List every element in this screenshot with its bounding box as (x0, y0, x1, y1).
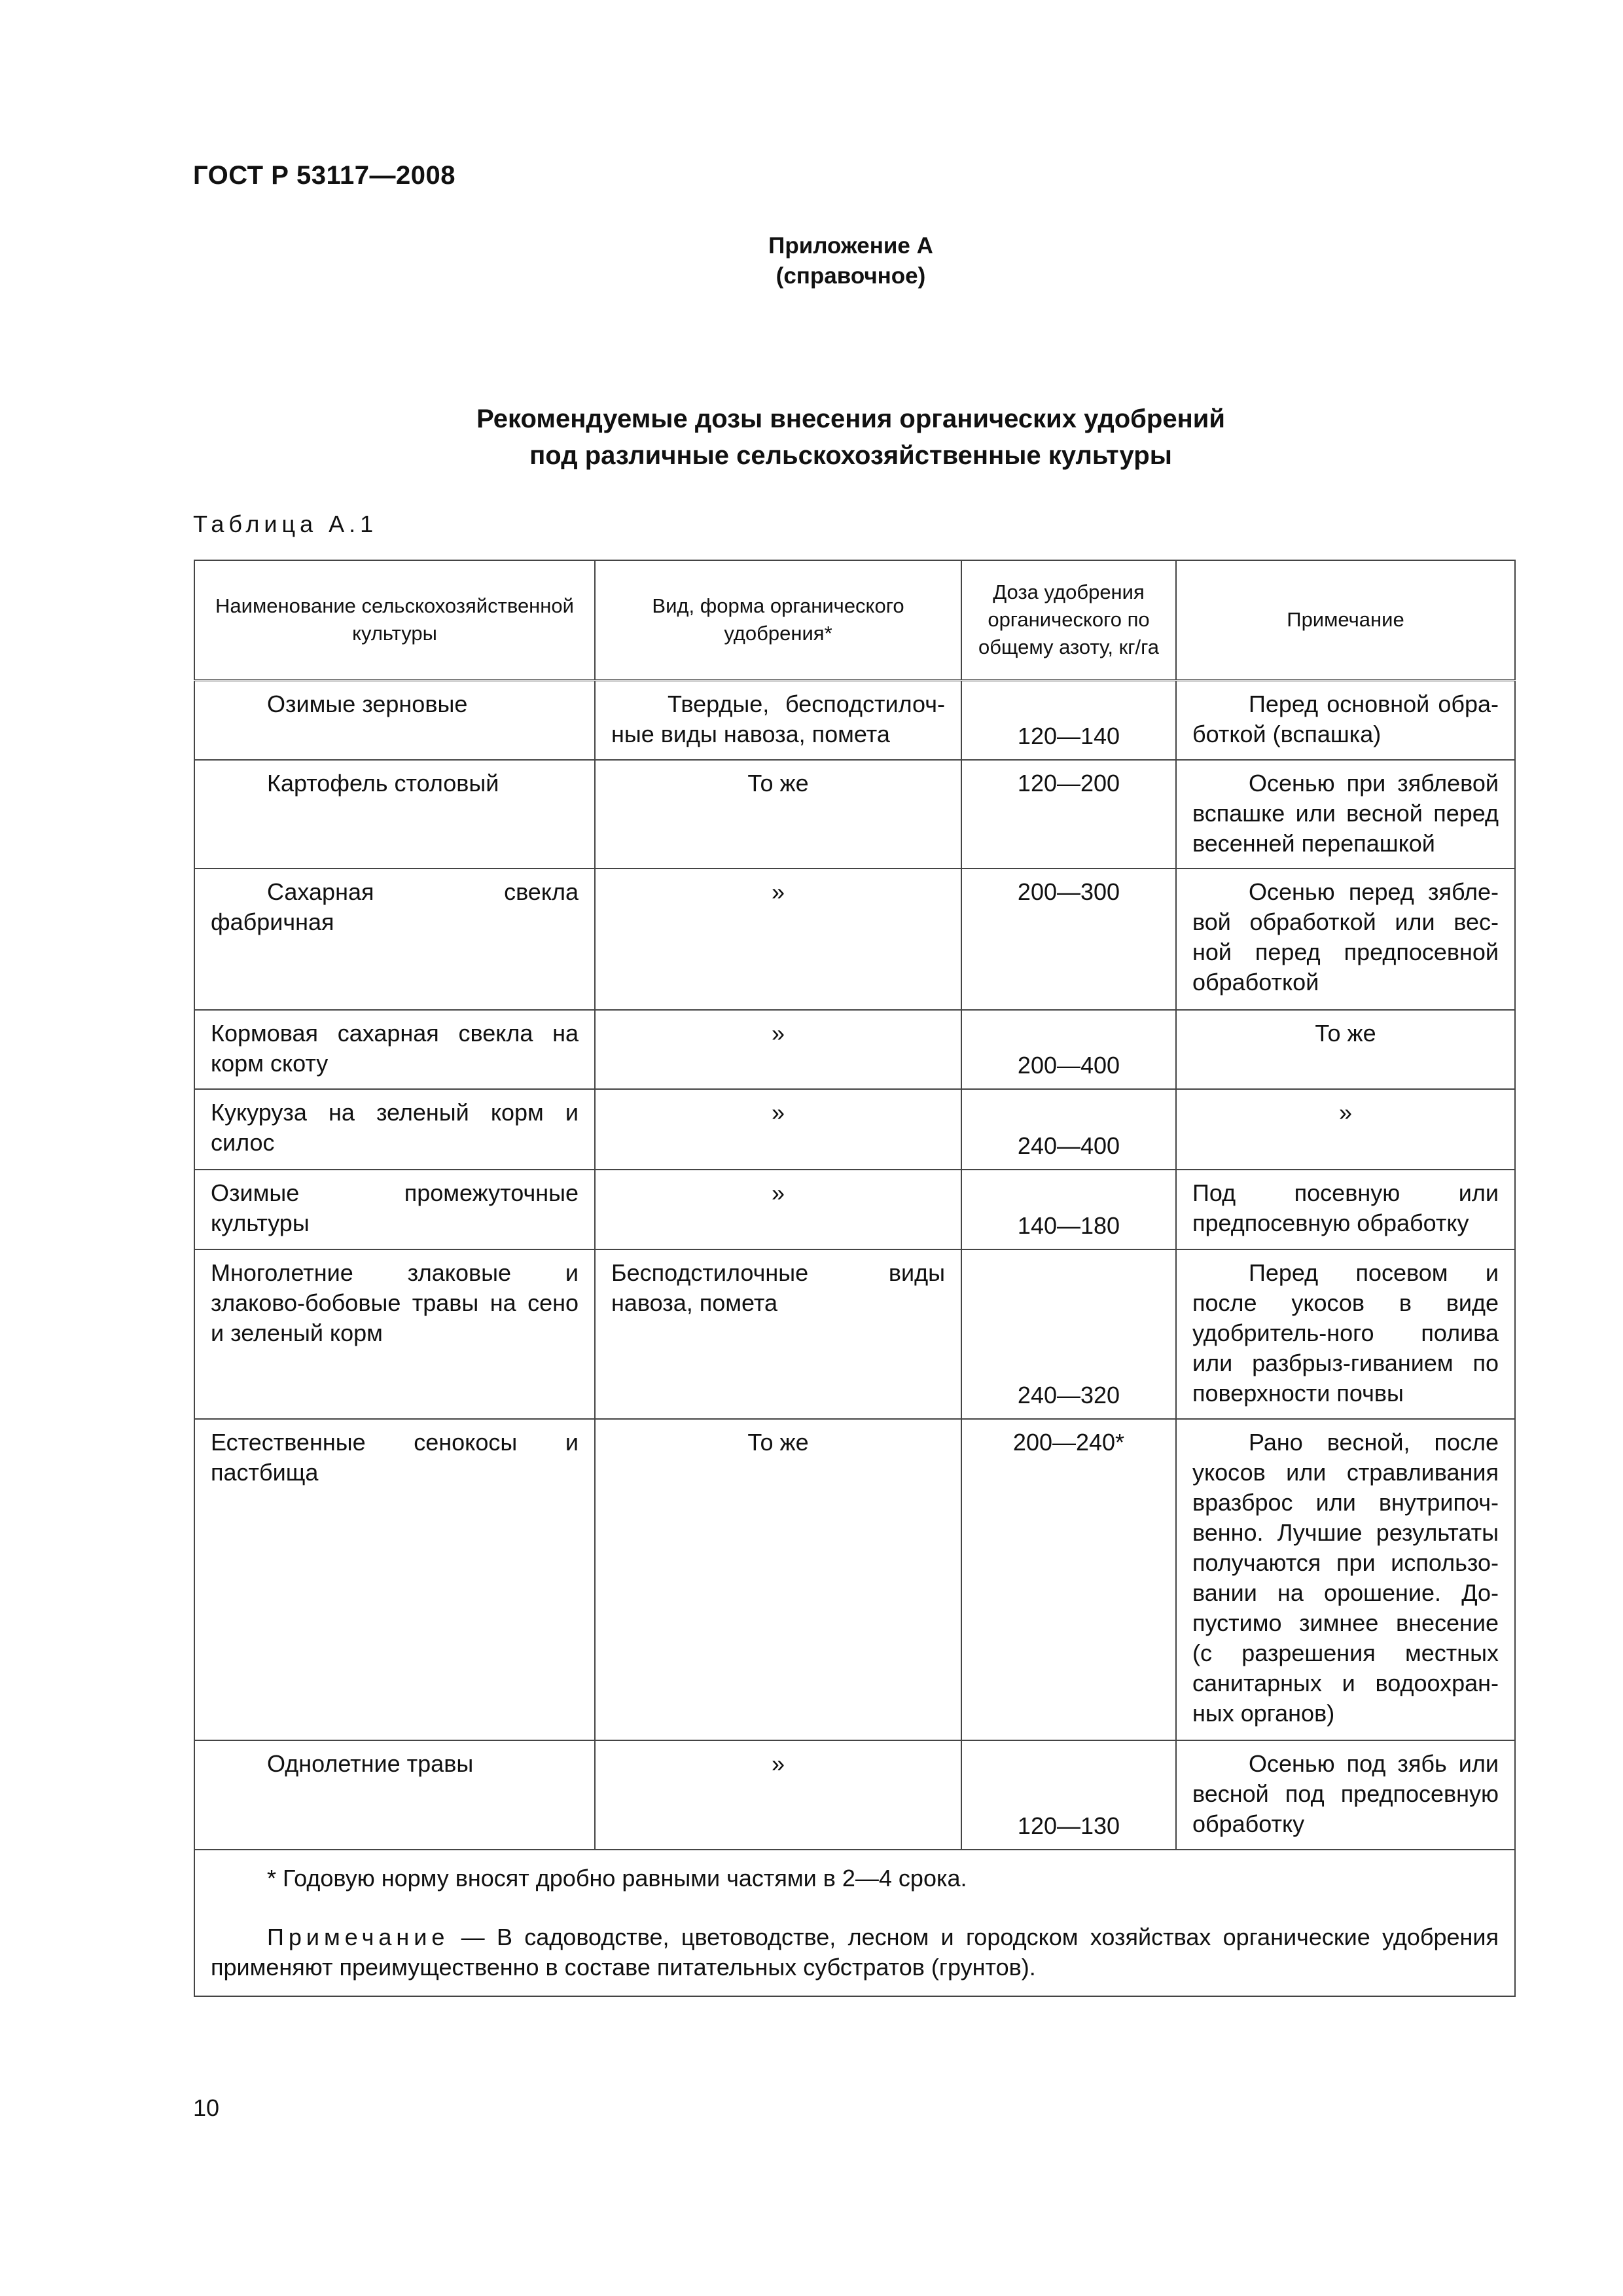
header-note: Примечание (1176, 560, 1515, 680)
crop-cell: Картофель столовый (194, 760, 595, 869)
dose-cell: 200—300 (961, 869, 1176, 1010)
note-cell: Перед основной обра-боткой (вспашка) (1176, 680, 1515, 760)
table-row (194, 760, 1515, 869)
note-cell: Осенью под зябь или весной под предпосевную обработку (1176, 1740, 1515, 1850)
form-cell: » (595, 1170, 961, 1249)
crop-cell: Сахарная свекла фабричная (194, 869, 595, 1010)
table-caption: Таблица А.1 (193, 511, 378, 537)
dose-cell: 140—180 (961, 1170, 1176, 1249)
note-cell: » (1176, 1089, 1515, 1170)
document-title-line-1: Рекомендуемые дозы внесения органических удобрений (476, 404, 1225, 433)
form-cell: » (595, 1740, 961, 1850)
table-row (194, 869, 1515, 1010)
table-footnote: * Годовую норму вносят дробно равными частями в 2—4 срока. (267, 1865, 967, 1892)
note-cell: Перед посевом и после укосов в виде удобритель-ного полива или разбрыз-гиванием по поверхности почвы (1176, 1249, 1515, 1419)
dose-cell: 200—400 (961, 1010, 1176, 1089)
form-cell: » (595, 869, 961, 1010)
annex-type: (справочное) (776, 263, 926, 289)
crop-cell: Кукуруза на зеленый корм и силос (194, 1089, 595, 1170)
table-footer (194, 1850, 1515, 1996)
table-header-row (194, 560, 1515, 680)
dose-cell: 240—400 (961, 1089, 1176, 1170)
fertilizer-table (194, 560, 1516, 1997)
form-cell: » (595, 1089, 961, 1170)
note-cell: Под посевную или предпосевную обработку (1176, 1170, 1515, 1249)
header-crop: Наименование сельскохозяйственной культуры (194, 560, 595, 680)
note-cell: Осенью при зяблевой вспашке или весной перед весенней перепашкой (1176, 760, 1515, 869)
crop-cell: Озимые промежуточные культуры (194, 1170, 595, 1249)
table-row (194, 1089, 1515, 1170)
crop-cell: Однолетние травы (194, 1740, 595, 1850)
table-row (194, 680, 1515, 760)
form-cell: То же (595, 760, 961, 869)
header-form: Вид, форма органического удобрения* (595, 560, 961, 680)
dose-cell: 120—130 (961, 1740, 1176, 1850)
form-cell: Бесподстилочные виды навоза, помета (595, 1249, 961, 1419)
crop-cell: Кормовая сахарная свекла на корм скоту (194, 1010, 595, 1089)
form-cell: То же (595, 1419, 961, 1740)
note-cell: То же (1176, 1010, 1515, 1089)
header-dose: Доза удобрения органического по общему азоту, кг/га (961, 560, 1176, 680)
crop-cell: Озимые зерновые (194, 680, 595, 760)
crop-cell: Многолетние злаковые и злаково-бобовые травы на сено и зеленый корм (194, 1249, 595, 1419)
table-row (194, 1419, 1515, 1740)
table-row (194, 1249, 1515, 1419)
note-cell: Рано весной, после укосов или стравливания вразброс или внутрипоч-венно. Лучшие результаты получаются при использо-вании на орошение. До-пустимо зимнее внесение (с разрешения местных санитарных и водоохран-ных органов) (1176, 1419, 1515, 1740)
table-note-text: — В садоводстве, цветоводстве, лесном и городском хозяйствах органические удобрения применяют преимущественно в составе питательных субстратов (грунтов). (211, 1924, 1499, 1981)
annex-title: Приложение А (768, 233, 933, 259)
note-cell: Осенью перед зябле-вой обработкой или вес-ной перед предпосевной обработкой (1176, 869, 1515, 1010)
table-note-label: Примечание (267, 1924, 450, 1950)
table-note (211, 1922, 1499, 1982)
page-number: 10 (193, 2094, 220, 2121)
form-cell: » (595, 1010, 961, 1089)
table-footer-row (194, 1850, 1515, 1996)
dose-cell: 200—240* (961, 1419, 1176, 1740)
dose-cell: 120—200 (961, 760, 1176, 869)
document-title-line-2: под различные сельскохозяйственные культуры (529, 441, 1172, 470)
dose-cell: 240—320 (961, 1249, 1176, 1419)
table-row (194, 1010, 1515, 1089)
table-row (194, 1170, 1515, 1249)
form-cell: Твердые, бесподстилоч-ные виды навоза, помета (595, 680, 961, 760)
dose-cell: 120—140 (961, 680, 1176, 760)
crop-cell: Естественные сенокосы и пастбища (194, 1419, 595, 1740)
table-row (194, 1740, 1515, 1850)
document-id: ГОСТ Р 53117—2008 (193, 161, 455, 190)
